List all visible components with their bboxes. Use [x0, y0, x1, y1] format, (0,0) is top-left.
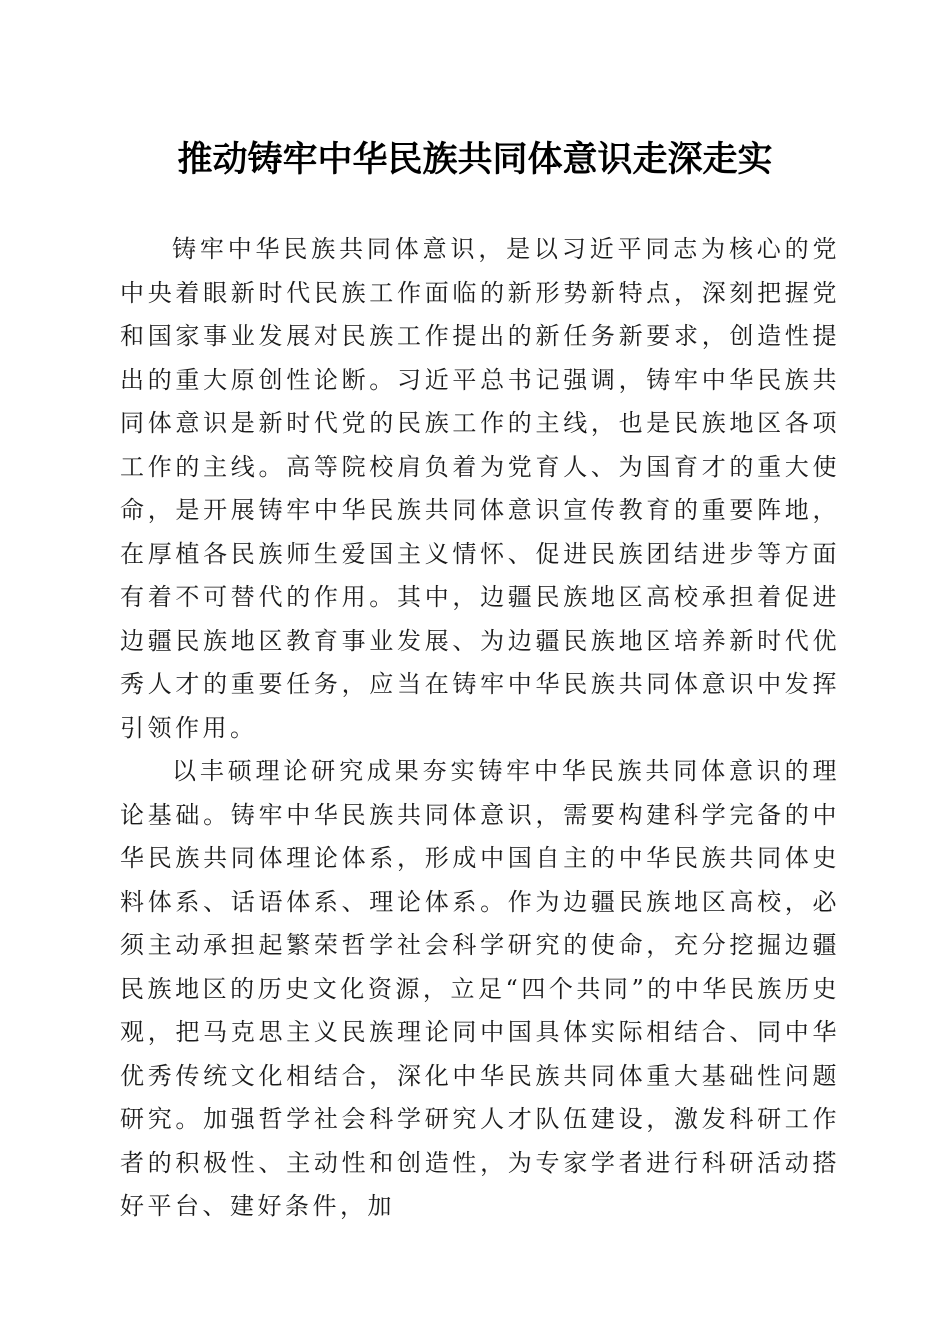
- paragraph: 铸牢中华民族共同体意识，是以习近平同志为核心的党中央着眼新时代民族工作面临的新形势新特点，深刻把握党和国家事业发展对民族工作提出的新任务新要求，创造性提出的重大原创性论断。习近平总书记强调，铸牢中华民族共同体意识是新时代党的民族工作的主线，也是民族地区各项工作的主线。高等院校肩负着为党育人、为国育才的重大使命，是开展铸牢中华民族共同体意识宣传教育的重要阵地，在厚植各民族师生爱国主义情怀、促进民族团结进步等方面有着不可替代的作用。其中，边疆民族地区高校承担着促进边疆民族地区教育事业发展、为边疆民族地区培养新时代优秀人才的重要任务，应当在铸牢中华民族共同体意识中发挥引领作用。: [120, 235, 840, 742]
- paragraph: 以丰硕理论研究成果夯实铸牢中华民族共同体意识的理论基础。铸牢中华民族共同体意识，需要构建科学完备的中华民族共同体理论体系，形成中国自主的中华民族共同体史料体系、话语体系、理论体系。作为边疆民族地区高校，必须主动承担起繁荣哲学社会科学研究的使命，充分挖掘边疆民族地区的历史文化资源，立足“四个共同”的中华民族历史观，把马克思主义民族理论同中国具体实际相结合、同中华优秀传统文化相结合，深化中华民族共同体重大基础性问题研究。加强哲学社会科学研究人才队伍建设，激发科研工作者的积极性、主动性和创造性，为专家学者进行科研活动搭好平台、建好条件，加: [120, 757, 840, 1220]
- page-title: 推动铸牢中华民族共同体意识走深走实: [177, 139, 773, 180]
- document-body: [120, 228, 840, 1229]
